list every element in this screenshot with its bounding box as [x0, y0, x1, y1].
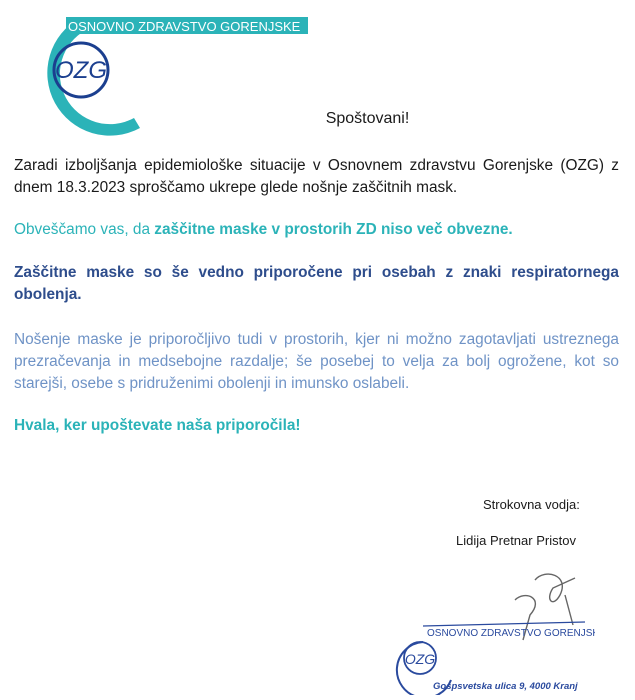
- header-org-name: OSNOVNO ZDRAVSTVO GORENJSKE: [68, 19, 301, 34]
- letter-greeting: Spoštovani!: [325, 110, 410, 127]
- paragraph-masks-not-required: [14, 219, 619, 241]
- stamp-logo-letters: OZG: [404, 651, 436, 667]
- signer-role: Strokovna vodja:: [483, 497, 580, 512]
- paragraph-advice: Nošenje maske je priporočljivo tudi v prostorih, kjer ni možno zagotavljati ustreznega prezračevanja in medsebojne razdalje; še posebej to velja za bolj ogrožene, kot so starejši, osebe s pridruženimi obolenji in imunsko oslabeli.: [14, 331, 619, 392]
- stamp-icon: [395, 570, 595, 695]
- paragraph-intro: Zaradi izboljšanja epidemiološke situacije v Osnovnem zdravstvu Gorenjske (OZG) z dnem 18.3.2023 sproščamo ukrepe glede nošnje zaščitnih mask.: [14, 157, 619, 196]
- paragraph-lead: Obveščamo vas, da: [14, 221, 155, 238]
- paragraph-thanks: Hvala, ker upoštevate naša priporočila!: [14, 417, 301, 434]
- logo-letters: OZG: [55, 57, 107, 84]
- paragraph-recommended: Zaščitne maske so še vedno priporočene pri osebah z znaki respiratornega obolenja.: [14, 264, 619, 303]
- signer-name: Lidija Pretnar Pristov: [456, 533, 576, 548]
- official-stamp: [395, 570, 595, 695]
- stamp-address: Gospsvetska ulica 9, 4000 Kranj: [433, 681, 578, 692]
- stamp-org-name: OSNOVNO ZDRAVSTVO GORENJSKE: [427, 628, 595, 639]
- paragraph-emphasis: zaščitne maske v prostorih ZD niso več obvezne.: [154, 221, 513, 238]
